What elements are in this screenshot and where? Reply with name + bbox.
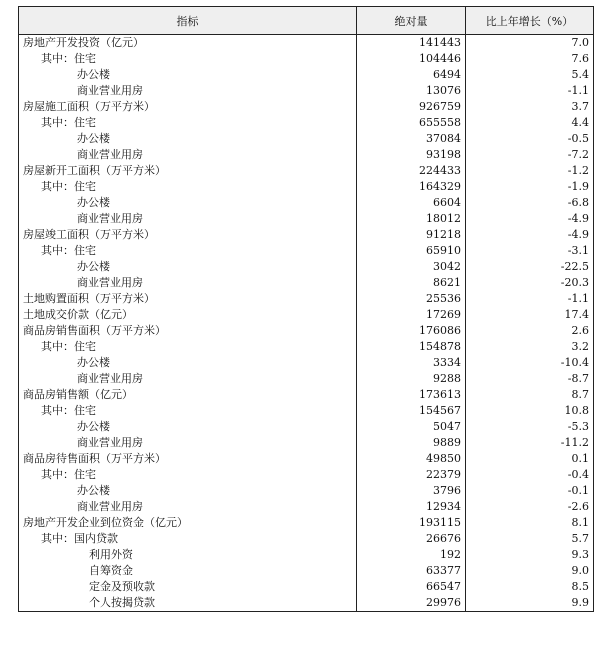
row-value: 9889 xyxy=(357,435,466,451)
row-label: 定金及预收款 xyxy=(19,579,357,595)
row-label: 其中：住宅 xyxy=(19,115,357,131)
row-label: 自筹资金 xyxy=(19,563,357,579)
table-row xyxy=(19,307,594,323)
row-value: 192 xyxy=(357,547,466,563)
row-growth: -1.2 xyxy=(466,163,594,179)
table-row xyxy=(19,563,594,579)
row-label: 办公楼 xyxy=(19,483,357,499)
row-value: 26676 xyxy=(357,531,466,547)
table-row xyxy=(19,531,594,547)
row-label: 房屋施工面积（万平方米） xyxy=(19,99,357,115)
row-label: 其中：住宅 xyxy=(19,339,357,355)
row-value: 104446 xyxy=(357,51,466,67)
row-growth: -5.3 xyxy=(466,419,594,435)
row-value: 655558 xyxy=(357,115,466,131)
table-row xyxy=(19,227,594,243)
table-row xyxy=(19,291,594,307)
table-row xyxy=(19,115,594,131)
row-value: 154567 xyxy=(357,403,466,419)
table-body xyxy=(19,35,594,612)
row-growth: -1.9 xyxy=(466,179,594,195)
row-value: 91218 xyxy=(357,227,466,243)
row-growth: -3.1 xyxy=(466,243,594,259)
row-growth: -10.4 xyxy=(466,355,594,371)
row-value: 3042 xyxy=(357,259,466,275)
row-growth: 7.6 xyxy=(466,51,594,67)
row-growth: -7.2 xyxy=(466,147,594,163)
row-label: 土地购置面积（万平方米） xyxy=(19,291,357,307)
absolute-header: 绝对量 xyxy=(357,7,466,35)
row-label: 办公楼 xyxy=(19,131,357,147)
row-label: 其中：国内贷款 xyxy=(19,531,357,547)
row-value: 29976 xyxy=(357,595,466,612)
table-row xyxy=(19,515,594,531)
table-row xyxy=(19,67,594,83)
row-label: 商业营业用房 xyxy=(19,371,357,387)
row-label: 房屋新开工面积（万平方米） xyxy=(19,163,357,179)
row-growth: 7.0 xyxy=(466,35,594,52)
row-growth: 2.6 xyxy=(466,323,594,339)
row-label: 商品房待售面积（万平方米） xyxy=(19,451,357,467)
row-label: 个人按揭贷款 xyxy=(19,595,357,612)
row-growth: -0.1 xyxy=(466,483,594,499)
row-value: 154878 xyxy=(357,339,466,355)
row-growth: -0.4 xyxy=(466,467,594,483)
row-label: 商品房销售面积（万平方米） xyxy=(19,323,357,339)
table-row xyxy=(19,259,594,275)
row-growth: -20.3 xyxy=(466,275,594,291)
table-row xyxy=(19,83,594,99)
row-value: 3796 xyxy=(357,483,466,499)
row-growth: -11.2 xyxy=(466,435,594,451)
table-row xyxy=(19,179,594,195)
row-label: 办公楼 xyxy=(19,355,357,371)
row-growth: -22.5 xyxy=(466,259,594,275)
row-label: 商业营业用房 xyxy=(19,83,357,99)
row-value: 224433 xyxy=(357,163,466,179)
row-growth: 3.7 xyxy=(466,99,594,115)
row-growth: 9.9 xyxy=(466,595,594,612)
row-label: 商品房销售额（亿元） xyxy=(19,387,357,403)
row-label: 土地成交价款（亿元） xyxy=(19,307,357,323)
row-label: 办公楼 xyxy=(19,195,357,211)
row-growth: -4.9 xyxy=(466,227,594,243)
table-row xyxy=(19,419,594,435)
table-row xyxy=(19,163,594,179)
row-label: 其中：住宅 xyxy=(19,403,357,419)
row-value: 173613 xyxy=(357,387,466,403)
table-row xyxy=(19,435,594,451)
row-growth: 4.4 xyxy=(466,115,594,131)
row-label: 商业营业用房 xyxy=(19,275,357,291)
row-value: 8621 xyxy=(357,275,466,291)
row-growth: 5.7 xyxy=(466,531,594,547)
table-row xyxy=(19,35,594,52)
row-label: 利用外资 xyxy=(19,547,357,563)
row-label: 其中：住宅 xyxy=(19,243,357,259)
row-value: 25536 xyxy=(357,291,466,307)
table-row xyxy=(19,275,594,291)
row-value: 176086 xyxy=(357,323,466,339)
table-row xyxy=(19,339,594,355)
row-label: 房地产开发投资（亿元） xyxy=(19,35,357,52)
table-row xyxy=(19,499,594,515)
table-row xyxy=(19,547,594,563)
table-row xyxy=(19,211,594,227)
row-value: 193115 xyxy=(357,515,466,531)
growth-header: 比上年增长（%） xyxy=(466,7,594,35)
row-value: 9288 xyxy=(357,371,466,387)
row-label: 商业营业用房 xyxy=(19,435,357,451)
row-value: 13076 xyxy=(357,83,466,99)
row-value: 66547 xyxy=(357,579,466,595)
row-value: 141443 xyxy=(357,35,466,52)
table-row xyxy=(19,595,594,612)
row-growth: -2.6 xyxy=(466,499,594,515)
table-row xyxy=(19,579,594,595)
row-label: 房地产开发企业到位资金（亿元） xyxy=(19,515,357,531)
row-value: 17269 xyxy=(357,307,466,323)
row-label: 其中：住宅 xyxy=(19,179,357,195)
table-row xyxy=(19,243,594,259)
row-label: 商业营业用房 xyxy=(19,499,357,515)
row-label: 商业营业用房 xyxy=(19,147,357,163)
table-header-row xyxy=(19,7,594,35)
indicator-header: 指标 xyxy=(19,7,357,35)
table-row xyxy=(19,387,594,403)
row-value: 65910 xyxy=(357,243,466,259)
row-value: 18012 xyxy=(357,211,466,227)
row-growth: -8.7 xyxy=(466,371,594,387)
row-growth: -4.9 xyxy=(466,211,594,227)
table-row xyxy=(19,467,594,483)
row-value: 63377 xyxy=(357,563,466,579)
row-growth: -1.1 xyxy=(466,291,594,307)
row-growth: 8.7 xyxy=(466,387,594,403)
row-label: 房屋竣工面积（万平方米） xyxy=(19,227,357,243)
row-growth: 3.2 xyxy=(466,339,594,355)
table-row xyxy=(19,147,594,163)
row-value: 3334 xyxy=(357,355,466,371)
row-growth: 9.3 xyxy=(466,547,594,563)
row-growth: 8.5 xyxy=(466,579,594,595)
row-value: 5047 xyxy=(357,419,466,435)
row-value: 6604 xyxy=(357,195,466,211)
table-row xyxy=(19,355,594,371)
row-growth: 8.1 xyxy=(466,515,594,531)
row-growth: -1.1 xyxy=(466,83,594,99)
row-growth: 5.4 xyxy=(466,67,594,83)
statistics-table xyxy=(18,6,594,612)
row-value: 22379 xyxy=(357,467,466,483)
row-growth: 9.0 xyxy=(466,563,594,579)
table-row xyxy=(19,483,594,499)
table-row xyxy=(19,403,594,419)
row-growth: 17.4 xyxy=(466,307,594,323)
row-growth: -0.5 xyxy=(466,131,594,147)
table-row xyxy=(19,371,594,387)
row-value: 93198 xyxy=(357,147,466,163)
row-label: 其中：住宅 xyxy=(19,51,357,67)
row-label: 办公楼 xyxy=(19,67,357,83)
row-value: 37084 xyxy=(357,131,466,147)
row-label: 办公楼 xyxy=(19,419,357,435)
table-row xyxy=(19,451,594,467)
table-row xyxy=(19,51,594,67)
row-label: 办公楼 xyxy=(19,259,357,275)
row-growth: 0.1 xyxy=(466,451,594,467)
row-growth: 10.8 xyxy=(466,403,594,419)
row-value: 926759 xyxy=(357,99,466,115)
table-row xyxy=(19,323,594,339)
row-value: 12934 xyxy=(357,499,466,515)
row-value: 6494 xyxy=(357,67,466,83)
table-row xyxy=(19,131,594,147)
row-value: 164329 xyxy=(357,179,466,195)
row-value: 49850 xyxy=(357,451,466,467)
row-label: 其中：住宅 xyxy=(19,467,357,483)
row-label: 商业营业用房 xyxy=(19,211,357,227)
table-row xyxy=(19,99,594,115)
row-growth: -6.8 xyxy=(466,195,594,211)
table-row xyxy=(19,195,594,211)
